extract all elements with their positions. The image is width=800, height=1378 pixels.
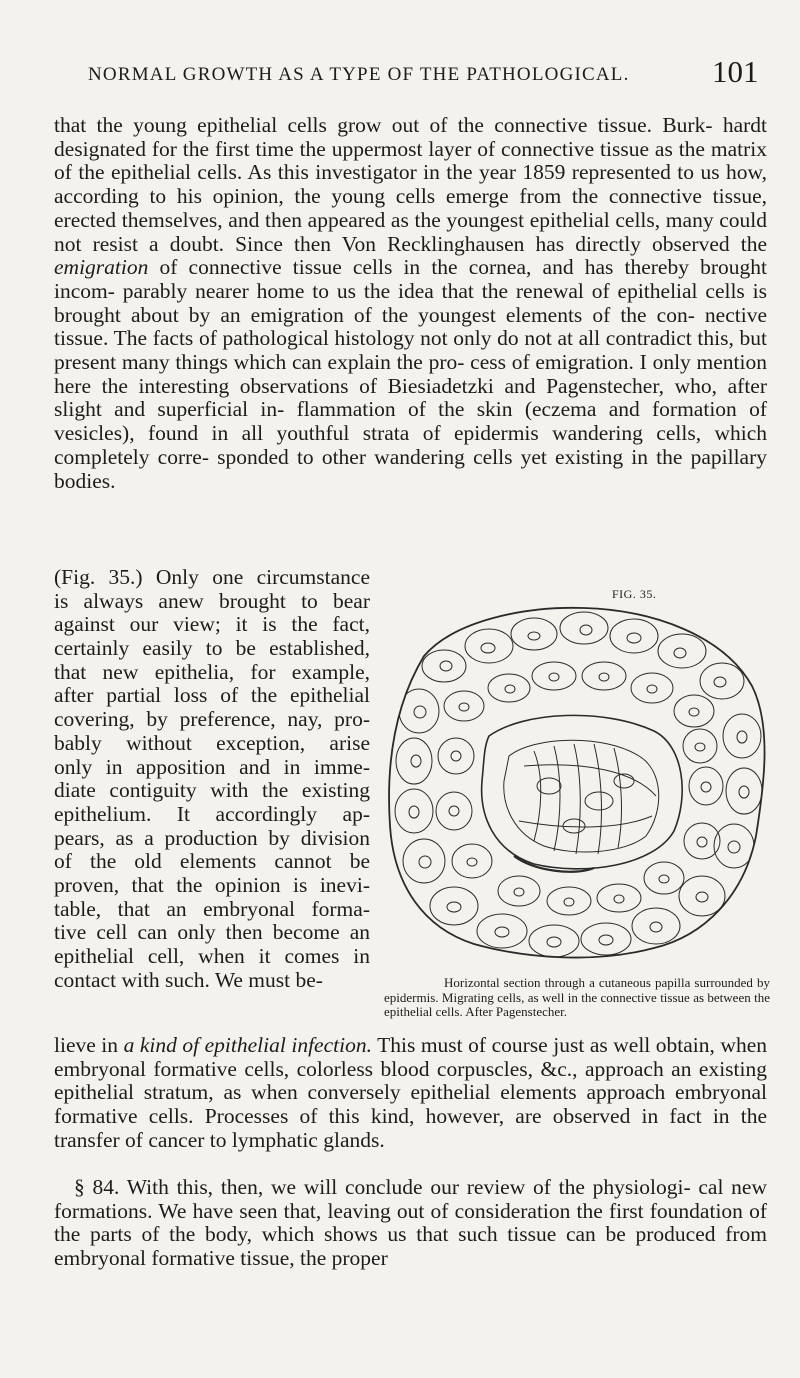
text-line: pears, as a production by division: [54, 825, 370, 850]
text-line: certainly easily to be established,: [54, 636, 370, 661]
text-line: covering, by preference, nay, pro-: [54, 707, 370, 732]
paragraph-1-text: that the young epithelial cells grow out of the connective tissue. Burk- hardt designated for the first time the uppermost layer of connective tissue as the matrix of the epithelial cells. As this investigator in the year 1859 represented to us how, according to his opinion, the young cells emerge from the connective tissue, erected themselves, and then appeared as the youngest epithelial cells, many could not resist a doubt. Since then Von Recklinghausen has directly observed the: [54, 113, 767, 256]
paragraph-3: [54, 1176, 767, 1271]
text-line: epithelial cell, when it comes in: [54, 944, 370, 968]
text-line: after partial loss of the epithelial: [54, 683, 370, 708]
text-line: (Fig. 35.) Only one circumstance: [54, 565, 370, 589]
text-line: table, that an embryonal forma-: [54, 896, 370, 921]
paragraph-1-continuation: of connective tissue cells in the cornea, and has thereby brought incom- parably nearer home to us the idea that the renewal of epithelial cells is brought about by an emigration of the youngest elements of the con- nective tissue. The facts of pathological histology not only do not at all contradict this, but present many things which can explain the pro- cess of emigration. I only mention here the interesting observations of Biesiadetzki and Pagenstecher, who, after slight and superficial in- flammation of the skin (eczema and formation of vesicles), found in all youthful strata of epidermis wandering cells, which completely corre- sponded to other wandering cells yet existing in the papillary bodies.: [54, 255, 767, 493]
text-line: proven, that the opinion is inevi-: [54, 872, 370, 897]
text-line: contact with such. We must be-: [54, 967, 323, 992]
text-line: epithelium. It accordingly ap-: [54, 801, 370, 826]
figure-caption: Horizontal section through a cutaneous papilla surrounded by epidermis. Migrating cells, as well in the connective tissue as between the epithelial cells. After Pagenstecher.: [384, 975, 770, 1019]
figure-label: FIG. 35.: [612, 587, 657, 601]
text-line: is always anew brought to bear: [54, 588, 370, 613]
paragraph-1-emphasis: emigration: [54, 255, 149, 280]
running-title: NORMAL GROWTH AS A TYPE OF THE PATHOLOGICAL.: [88, 64, 630, 85]
paragraph-2-start: lieve in: [54, 1033, 119, 1057]
histology-figure: [384, 596, 772, 974]
paragraph-3-text: § 84. With this, then, we will conclude our review of the physiologi- cal new formations. We have seen that, leaving out of consideration the first foundation of the parts of the body, which shows us that such tissue can be produced from embryonal formative tissue, the proper: [54, 1175, 767, 1271]
paragraph-2-rest: This must of course just as well obtain, when embryonal formative cells, colorless blood corpuscles, &c., approach an existing epithelial stratum, as when conversely epithelial elements approach embryonal formative cells. Processes of this kind, however, are observed in fact in the transfer of cancer to lymphatic glands.: [54, 1033, 768, 1152]
text-line: diate contiguity with the existing: [54, 778, 370, 803]
page-header: [0, 0, 800, 100]
paragraph-1: [54, 114, 767, 493]
paragraph-2: [54, 1034, 767, 1153]
text-line: of the old elements cannot be: [54, 849, 370, 874]
paragraph-2-emphasis: a kind of epithelial infection.: [123, 1033, 372, 1057]
text-line: bably without exception, arise: [54, 730, 370, 755]
wrapped-text-column: [54, 566, 370, 992]
text-line: tive cell can only then become an: [54, 920, 370, 945]
text-line: that new epithelia, for example,: [54, 659, 370, 684]
page-number: 101: [712, 54, 759, 89]
text-line: only in apposition and in imme-: [54, 754, 370, 779]
text-line: against our view; it is the fact,: [54, 612, 370, 637]
